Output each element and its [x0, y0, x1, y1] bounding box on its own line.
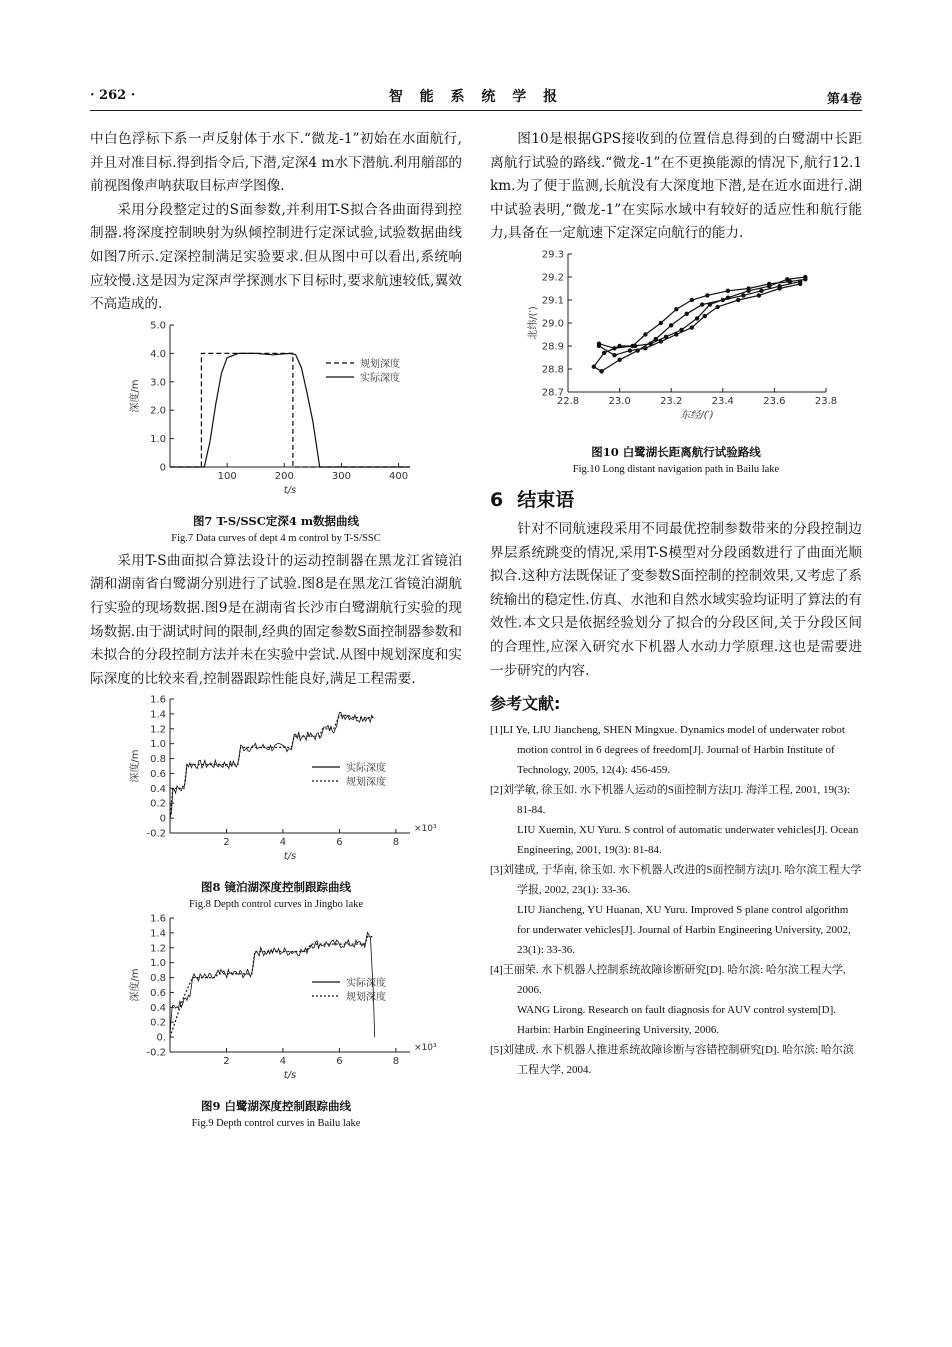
y-tick-label: 0. — [156, 1032, 166, 1044]
y-tick-label: 29.0 — [541, 318, 564, 330]
data-point — [633, 344, 637, 348]
figure-caption-en: Fig.8 Depth control curves in Jingbo lake — [188, 899, 364, 911]
data-point — [777, 286, 781, 290]
y-tick-label: 1.6 — [150, 694, 166, 706]
x-tick-label: 6 — [336, 837, 343, 849]
figure-caption-en: Fig.7 Data curves of dept 4 m control by T-S/SSC — [171, 532, 381, 544]
data-point — [757, 293, 761, 297]
fig9-chart — [90, 910, 462, 1090]
series-line-1 — [170, 353, 410, 467]
x-tick-label: 8 — [392, 1056, 400, 1068]
series-line-0 — [170, 713, 373, 819]
y-tick-label: 1.0 — [150, 958, 166, 970]
y-tick-label: 5.0 — [150, 320, 166, 332]
series-line-0 — [170, 933, 375, 1038]
data-point — [721, 298, 725, 302]
data-point — [597, 344, 601, 348]
reference-item: LIU Xuemin, XU Yuru. S control of automatic underwater vehicles[J]. Ocean Engineering, 2001, 19(3): 81-84. — [517, 824, 859, 857]
data-point — [643, 332, 647, 336]
y-axis-label: 深度/m — [130, 379, 141, 413]
series-line-0 — [170, 353, 410, 467]
reference-item: WANG Lirong. Research on fault diagnosis for AUV control system[D]. Harbin: Harbin Engineering University, 2006. — [517, 1004, 837, 1037]
x-tick-label: 23.4 — [711, 395, 734, 407]
x-tick-label: 100 — [217, 470, 237, 482]
data-point — [617, 344, 621, 348]
y-tick-label: 29.1 — [541, 295, 564, 307]
data-point — [690, 325, 694, 329]
page-header — [90, 86, 862, 111]
y-tick-label: 0.6 — [150, 988, 166, 1000]
x-axis-label: 东经/(′) — [680, 409, 714, 421]
legend-label: 规划深度 — [346, 992, 386, 1004]
x-tick-label: 23.0 — [608, 395, 631, 407]
series-line-3 — [599, 284, 800, 355]
data-point — [674, 307, 678, 311]
figure-7 — [90, 317, 462, 544]
data-point — [654, 337, 658, 341]
paragraph: 中白色浮标下系一声反射体于水下.“微龙-1”初始在水面航行,并且对准目标.得到指令后,下潜,定深4 m水下潜航.利用艏部的前视图像声呐获取目标声学图像. — [90, 131, 462, 195]
x-axis-label: t/s — [283, 1070, 297, 1082]
y-tick-label: 2.0 — [150, 405, 166, 417]
y-tick-label: 0.4 — [150, 784, 166, 796]
y-tick-label: 29.2 — [541, 272, 564, 284]
x-tick-label: 23.6 — [763, 395, 786, 407]
figure-9 — [90, 910, 462, 1129]
x-tick-label: 4 — [279, 1056, 287, 1068]
data-point — [785, 277, 789, 281]
data-point — [674, 332, 678, 336]
reference-item: LIU Jiancheng, YU Huanan, XU Yuru. Improved S plane control algorithm for underwater vehicles[J]. Journal of Harbin Engineering University, 2002, 23(1): 33-36. — [517, 904, 851, 957]
y-tick-label: 28.9 — [541, 341, 564, 353]
y-tick-label: 1.4 — [150, 928, 166, 940]
y-tick-label: 0.4 — [150, 1003, 166, 1015]
y-tick-label: 0.6 — [150, 769, 166, 781]
references-heading: 参考文献: — [490, 694, 561, 714]
data-point — [700, 302, 704, 306]
section-title: 结束语 — [517, 488, 575, 511]
data-point — [767, 284, 771, 288]
y-tick-label: 0 — [159, 813, 166, 825]
y-tick-label: 28.7 — [541, 387, 564, 399]
data-point — [643, 346, 647, 350]
y-tick-label: 3.0 — [150, 377, 166, 389]
x-axis-label: t/s — [283, 484, 297, 496]
figure-10 — [490, 246, 862, 475]
data-point — [612, 353, 616, 357]
reference-item: [2]刘学敏, 徐玉如. 水下机器人运动的S面控制方法[J]. 海洋工程, 2001, 19(3): 81-84. — [490, 784, 850, 817]
x-tick-label: 400 — [389, 470, 409, 482]
paragraph: 针对不同航速段采用不同最优控制参数带来的分段控制边界层系统跳变的情况,采用T-S模型对分段函数进行了曲面光顺拟合.这种方法既保证了变参数S面控制的控制效果,又考虑了系统输出的稳定性.仿真、水池和自然水域实验均证明了算法的有效性.本文只是依据经验划分了拟合的分段区间,关于分段区间的合理性,应深入研究水下机器人水动力学原理.这也是需要进一步研究的内容. — [490, 520, 862, 679]
reference-item: [5]刘建成. 水下机器人推进系统故障诊断与容错控制研究[D]. 哈尔滨: 哈尔滨工程大学, 2004. — [490, 1044, 854, 1077]
data-point — [617, 358, 621, 362]
data-point — [759, 289, 763, 293]
y-tick-label: 0.8 — [150, 973, 166, 985]
data-point — [659, 321, 663, 325]
figure-8 — [90, 691, 462, 910]
y-tick-label: 1.2 — [150, 724, 166, 736]
reference-item: [3]刘建成, 于华南, 徐玉如. 水下机器人改进的S面控制方法[J]. 哈尔滨工程大学学报, 2002, 23(1): 33-36. — [490, 864, 862, 897]
x-tick-label: 6 — [336, 1056, 343, 1068]
y-tick-label: 1.6 — [150, 913, 166, 925]
y-tick-label: 1.2 — [150, 943, 166, 955]
x-axis-label: t/s — [283, 851, 297, 863]
paragraph: 采用T-S曲面拟合算法设计的运动控制器在黑龙江省镜泊湖和湖南省白鹭湖分别进行了试验.图8是在黑龙江省镜泊湖航行实验的现场数据.图9是在湖南省长沙市白鹭湖航行实验的现场数据.由于湖试时间的限制,经典的固定参数S面控制器参数和未拟合的分段控制方法并未在实验中尝试.从图中规划深度和实际深度的比较来看,控制器跟踪性能良好,满足工程需要. — [90, 552, 462, 687]
y-tick-label: -0.2 — [146, 828, 166, 840]
x-tick-label: 23.8 — [814, 395, 838, 407]
x-tick-label: 4 — [279, 837, 287, 849]
x-tick-label: 300 — [331, 470, 351, 482]
data-point — [602, 351, 606, 355]
y-axis-label: 北纬/(′) — [528, 306, 539, 340]
data-point — [695, 316, 699, 320]
data-point — [592, 364, 596, 368]
data-point — [736, 298, 740, 302]
page-number: · 262 · — [90, 88, 136, 103]
reference-item: [4]王丽荣. 水下机器人控制系统故障诊断研究[D]. 哈尔滨: 哈尔滨工程大学, 2006. — [490, 964, 846, 997]
left-column — [90, 128, 462, 1129]
x-tick-label: 8 — [392, 837, 400, 849]
data-point — [746, 289, 750, 293]
legend-label: 实际深度 — [360, 372, 400, 384]
journal-name: 智 能 系 统 学 报 — [388, 89, 564, 105]
data-point — [690, 298, 694, 302]
series-line-1 — [170, 716, 373, 819]
fig10-chart — [490, 246, 862, 436]
figure-caption-cn: 图9 白鹭湖深度控制跟踪曲线 — [200, 1099, 351, 1114]
x-tick-label: 200 — [274, 470, 294, 482]
paragraph: 采用分段整定过的S面参数,并利用T-S拟合各曲面得到控制器.将深度控制映射为纵倾控制进行定深试验,试验数据曲线如图7所示.定深控制满足实验要求.但从图中可以看出,系统响应较慢.这是因为定深声学探测水下目标时,要求航速较低,翼效不高造成的. — [90, 201, 462, 313]
series-line-2 — [602, 282, 801, 372]
figure-caption-cn: 图8 镜泊湖深度控制跟踪曲线 — [200, 880, 351, 895]
section-heading — [490, 485, 862, 512]
data-point — [628, 348, 632, 352]
section-number: 6 — [490, 488, 504, 511]
data-point — [798, 282, 802, 286]
figure-caption-en: Fig.9 Depth control curves in Bailu lake — [191, 1118, 361, 1130]
data-point — [715, 305, 719, 309]
data-point — [741, 293, 745, 297]
reference-item: [1]LI Ye, LIU Jiancheng, SHEN Mingxue. Dynamics model of underwater robot motion control in 6 degrees of freedom[J]. Journal of Harbin Institute of Technology, 2005, 12(4): 456-459. — [490, 724, 845, 777]
figure-caption-cn: 图10 白鹭湖长距离航行试验路线 — [591, 444, 761, 459]
figure-caption-cn: 图7 T-S/SSC定深4 m数据曲线 — [192, 513, 360, 528]
x-tick-label: 23.2 — [660, 395, 683, 407]
x-multiplier-label: ×10³ — [414, 824, 437, 835]
x-multiplier-label: ×10³ — [414, 1043, 437, 1054]
legend-label: 规划深度 — [346, 777, 386, 789]
y-tick-label: 0.2 — [150, 799, 166, 811]
x-tick-label: 22.8 — [556, 395, 580, 407]
legend-label: 实际深度 — [346, 978, 386, 990]
y-axis-label: 深度/m — [130, 968, 141, 1002]
fig7-chart — [90, 317, 462, 505]
data-point — [703, 314, 707, 318]
data-point — [669, 323, 673, 327]
y-tick-label: 1.0 — [150, 433, 166, 445]
fig8-chart — [90, 691, 462, 871]
data-point — [705, 293, 709, 297]
y-tick-label: 0.8 — [150, 754, 166, 766]
y-tick-label: 29.3 — [541, 249, 564, 261]
y-tick-label: 1.4 — [150, 709, 166, 721]
data-point — [803, 275, 807, 279]
data-point — [599, 369, 603, 373]
y-tick-label: 0 — [159, 462, 166, 474]
x-tick-label: 2 — [223, 1056, 230, 1068]
y-tick-label: -0.2 — [146, 1047, 166, 1059]
y-tick-label: 1.0 — [150, 739, 166, 751]
legend-label: 实际深度 — [346, 763, 386, 775]
data-point — [726, 289, 730, 293]
right-column — [490, 128, 862, 1080]
data-point — [684, 312, 688, 316]
data-point — [659, 339, 663, 343]
figure-caption-en: Fig.10 Long distant navigation path in Bailu lake — [572, 463, 780, 475]
volume-label: 第4卷 — [826, 92, 862, 107]
series-line-1 — [170, 937, 373, 1038]
legend-label: 规划深度 — [360, 358, 400, 370]
y-tick-label: 0.2 — [150, 1018, 166, 1030]
y-axis-label: 深度/m — [130, 749, 141, 783]
x-tick-label: 2 — [223, 837, 230, 849]
y-tick-label: 4.0 — [150, 348, 166, 360]
y-tick-label: 28.8 — [541, 364, 564, 376]
paragraph: 图10是根据GPS接收到的位置信息得到的白鹭湖中长距离航行试验的路线.“微龙-1”在不更换能源的情况下,航行12.1 km.为了便于监测,长航没有大深度地下潜,是在近水面进行.湖中试验表明,“微龙-1”在实际水域中有较好的适应性和航行能力,具备在一定航速下定深定向航行的能力. — [490, 131, 862, 242]
